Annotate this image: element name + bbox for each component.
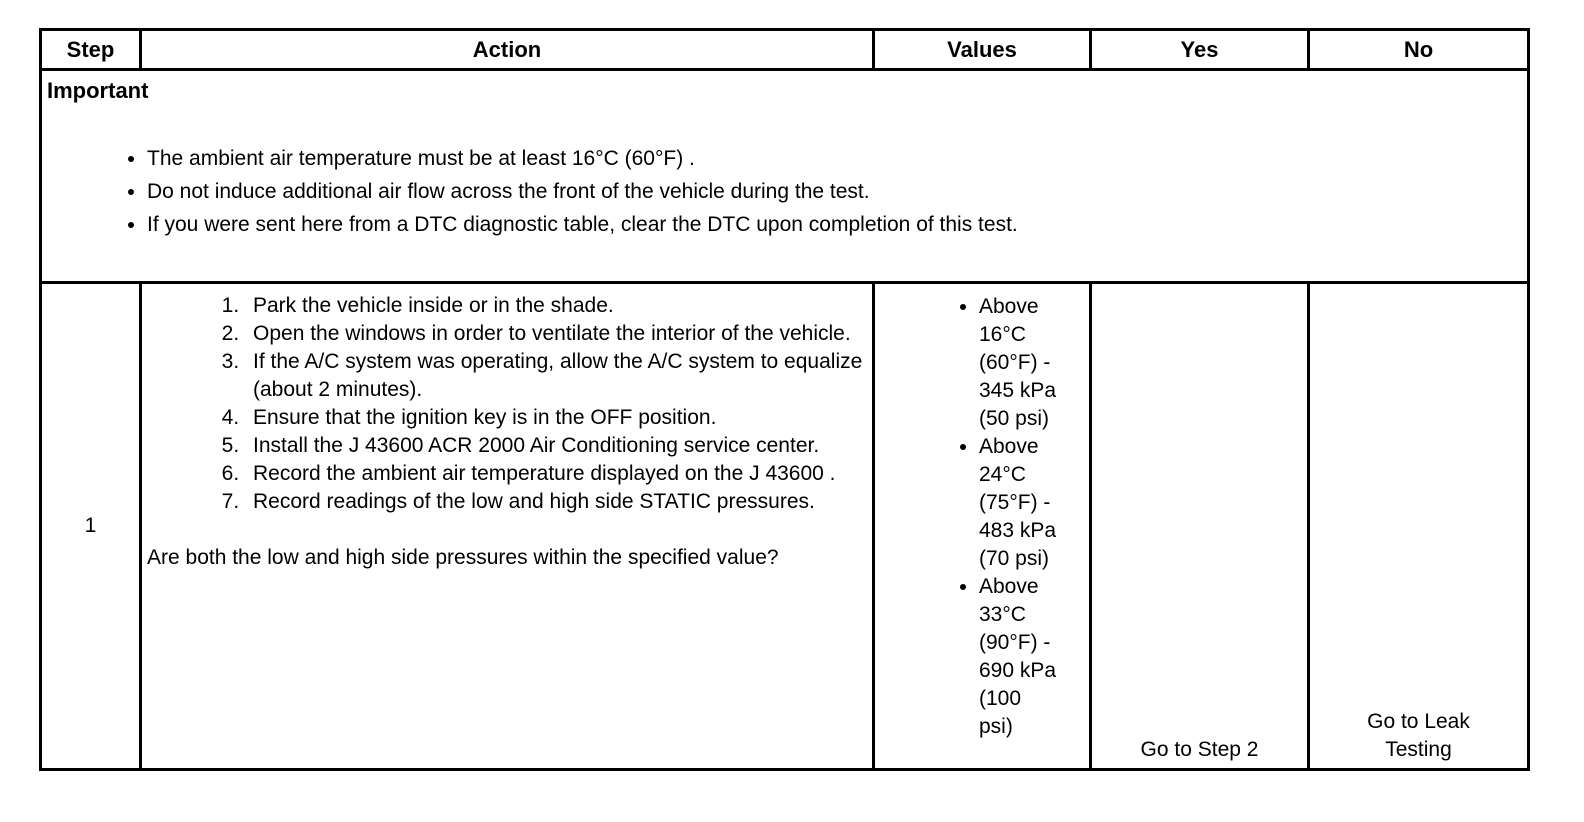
- value-item: • Above 16°C (60°F) - 345 kPa (50 psi): [979, 293, 1059, 433]
- values-cell: [874, 283, 1091, 770]
- important-title: Important: [47, 78, 149, 103]
- yes-cell: Go to Step 2: [1091, 283, 1309, 770]
- step-row: [41, 283, 1529, 770]
- action-item: 7. Record readings of the low and high side STATIC pressures.: [245, 488, 866, 516]
- important-item: • Do not induce additional air flow across the front of the vehicle during the test.: [147, 175, 1527, 208]
- action-item: 1. Park the vehicle inside or in the shade.: [245, 292, 866, 320]
- values-list: [875, 293, 1089, 741]
- action-question: Are both the low and high side pressures within the specified value?: [147, 546, 779, 569]
- value-item: • Above 33°C (90°F) - 690 kPa (100 psi): [979, 573, 1059, 741]
- diagnostic-table: [39, 28, 1530, 771]
- step-number: 1: [41, 283, 141, 770]
- action-cell: [141, 283, 874, 770]
- action-item: 6. Record the ambient air temperature displayed on the J 43600 .: [245, 460, 866, 488]
- important-list: [42, 142, 1527, 241]
- important-cell: [41, 70, 1529, 283]
- header-row: [41, 30, 1529, 70]
- header-step: Step: [41, 30, 141, 70]
- no-text: Go to Leak Testing: [1367, 710, 1470, 761]
- header-no: No: [1309, 30, 1529, 70]
- action-item: 3. If the A/C system was operating, allow the A/C system to equalize (about 2 minutes).: [245, 348, 866, 404]
- action-item: 5. Install the J 43600 ACR 2000 Air Conditioning service center.: [245, 432, 866, 460]
- value-item: • Above 24°C (75°F) - 483 kPa (70 psi): [979, 433, 1059, 573]
- important-row: [41, 70, 1529, 283]
- no-cell: [1309, 283, 1529, 770]
- header-yes: Yes: [1091, 30, 1309, 70]
- header-values: Values: [874, 30, 1091, 70]
- header-action: Action: [141, 30, 874, 70]
- action-item: 2. Open the windows in order to ventilate the interior of the vehicle.: [245, 320, 866, 348]
- action-list: [147, 292, 866, 516]
- important-item: • If you were sent here from a DTC diagnostic table, clear the DTC upon completion of this test.: [147, 208, 1527, 241]
- important-item: • The ambient air temperature must be at least 16°C (60°F) .: [147, 142, 1527, 175]
- action-item: 4. Ensure that the ignition key is in the OFF position.: [245, 404, 866, 432]
